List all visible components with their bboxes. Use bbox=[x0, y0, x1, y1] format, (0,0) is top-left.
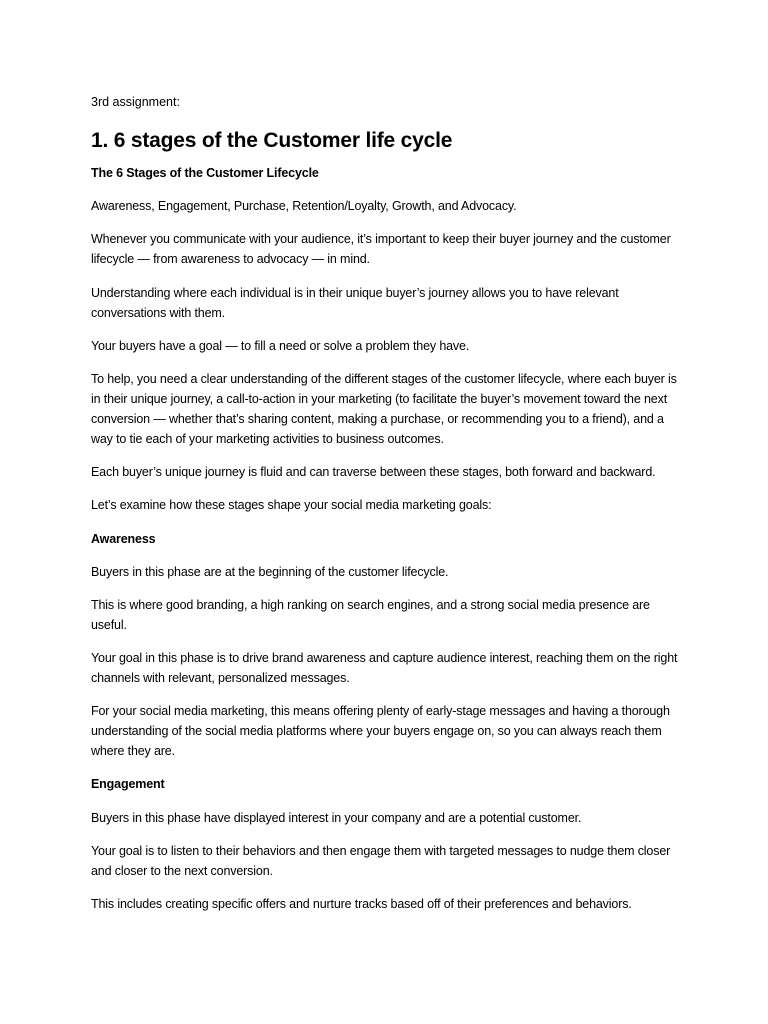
paragraph-list bbox=[91, 163, 681, 914]
subheading: Engagement bbox=[91, 777, 165, 792]
subheading: Awareness bbox=[91, 531, 156, 546]
subheading: The 6 Stages of the Customer Lifecycle bbox=[91, 166, 319, 180]
section-heading: 1. 6 stages of the Customer life cycle bbox=[91, 129, 453, 152]
assignment-label: 3rd assignment: bbox=[91, 95, 180, 109]
paragraph: Buyers in this phase have displayed interest in your company and are a potential customer. bbox=[91, 810, 582, 825]
paragraph: Your buyers have a goal — to fill a need or solve a problem they have. bbox=[91, 338, 470, 353]
document-body bbox=[91, 94, 681, 927]
paragraph: Whenever you communicate with your audience, it’s important to keep their buyer journey and the customer lifecycle — from awareness to advocacy — in mind. bbox=[91, 232, 671, 267]
paragraph: For your social media marketing, this means offering plenty of early-stage messages and having a thorough understanding of the social media platforms where your buyers engage on, so you can always reach them where they are. bbox=[91, 704, 670, 759]
paragraph: Each buyer’s unique journey is fluid and can traverse between these stages, both forward and backward. bbox=[91, 465, 656, 480]
paragraph: This includes creating specific offers and nurture tracks based off of their preferences and behaviors. bbox=[91, 897, 632, 911]
paragraph: Awareness, Engagement, Purchase, Retention/Loyalty, Growth, and Advocacy. bbox=[91, 199, 517, 214]
paragraph: Let’s examine how these stages shape your social media marketing goals: bbox=[91, 498, 492, 513]
paragraph: Your goal in this phase is to drive brand awareness and capture audience interest, reaching them on the right channels with relevant, personalized messages. bbox=[91, 651, 678, 686]
paragraph: Understanding where each individual is in their unique buyer’s journey allows you to have relevant conversations with them. bbox=[91, 285, 619, 320]
paragraph: To help, you need a clear understanding of the different stages of the customer lifecycle, where each buyer is in their unique journey, a call-to-action in your marketing (to facilitate the buyer’s movement toward the next conversion — whether that’s sharing content, making a purchase, or recommending you to a friend), and a way to tie each of your marketing activities to business outcomes. bbox=[91, 371, 677, 446]
paragraph: This is where good branding, a high ranking on search engines, and a strong social media presence are useful. bbox=[91, 597, 650, 632]
paragraph: Buyers in this phase are at the beginning of the customer lifecycle. bbox=[91, 564, 449, 579]
paragraph: Your goal is to listen to their behaviors and then engage them with targeted messages to nudge them closer and closer to the next conversion. bbox=[91, 843, 671, 878]
